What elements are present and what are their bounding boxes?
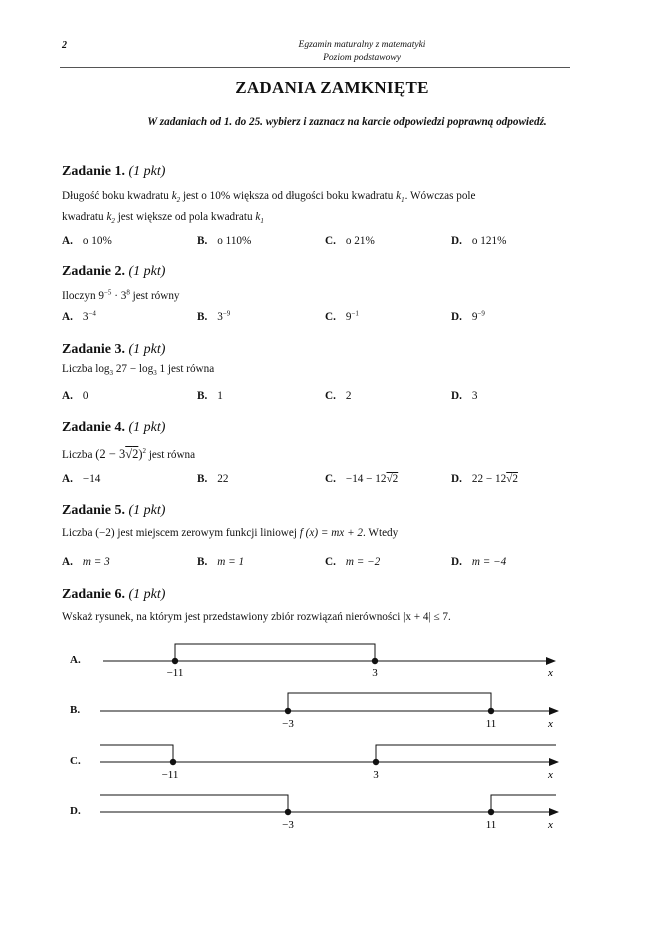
- task-5-title: Zadanie 5.: [62, 503, 126, 518]
- task-4-text: Liczba $(2 - 3√2)^2$ jest równa: [62, 446, 196, 461]
- task-4-option-b[interactable]: B. 22: [197, 473, 229, 485]
- ray-c-right: [376, 745, 556, 762]
- task-2-option-c[interactable]: C. $9^{-1}$: [325, 309, 359, 323]
- task-6-text: Wskaż rysunek, na którym jest przedstawiony zbiór rozwiązań nierówności |x + 4| ≤ 7.: [62, 611, 451, 623]
- task-3-option-c[interactable]: C. 2: [325, 390, 352, 402]
- ray-d-left: [100, 795, 288, 812]
- task-5-option-c[interactable]: C. m = −2: [325, 556, 381, 568]
- tick-c-2: 3: [373, 769, 379, 781]
- point-d-1: [285, 809, 291, 815]
- point-a-1: [172, 658, 178, 664]
- point-c-2: [373, 759, 379, 765]
- task-3-expression: $\log_3 27 - \log_3 1$: [95, 363, 166, 378]
- task-1-points: (1 pkt): [128, 164, 166, 179]
- bracket-b: [288, 693, 491, 711]
- number-line-b-label[interactable]: B.: [70, 704, 81, 716]
- task-1-text-e: jest większe od pola kwadratu: [117, 211, 253, 223]
- task-5-function: f (x) = mx + 2: [299, 527, 364, 539]
- axis-c-label: x: [548, 769, 553, 781]
- task-3-option-d[interactable]: D. 3: [451, 390, 478, 402]
- point-b-1: [285, 708, 291, 714]
- task-1-k2: $k_2$: [171, 190, 181, 205]
- ray-d-right: [491, 795, 556, 812]
- task-4-expression: $(2 - 3√2)^2$: [95, 446, 147, 461]
- task-4-points: (1 pkt): [128, 420, 166, 435]
- task-2-text: Iloczyn $9^{-5} \cdot 3^8$ jest równy: [62, 288, 180, 302]
- task-2-option-b[interactable]: B. $3^{-9}$: [197, 309, 231, 323]
- page-title: ZADANIA ZAMKNIĘTE: [235, 78, 429, 97]
- point-b-2: [488, 708, 494, 714]
- task-4-option-c[interactable]: C. −14 − 12√2: [325, 473, 399, 485]
- tick-a-1: −11: [166, 667, 184, 679]
- task-2-option-d[interactable]: D. $9^{-9}$: [451, 309, 485, 323]
- task-5-value: (−2): [95, 527, 115, 539]
- instruction-text: W zadaniach od 1. do 25. wybierz i zaznacz na karcie odpowiedzi poprawną odpowiedź.: [147, 116, 547, 128]
- task-1-text-d: kwadratu: [62, 211, 104, 223]
- task-1-text-c: . Wówczas pole: [404, 190, 476, 202]
- tick-a-2: 3: [372, 667, 378, 679]
- task-1-k2b: $k_2$: [106, 211, 115, 226]
- ray-c-left: [100, 745, 173, 762]
- task-3-points: (1 pkt): [128, 342, 166, 357]
- task-5-option-b[interactable]: B. m = 1: [197, 556, 245, 568]
- task-1-option-b[interactable]: B. o 110%: [197, 235, 252, 247]
- point-a-2: [372, 658, 378, 664]
- task-3-option-a[interactable]: A. 0: [62, 390, 89, 402]
- task-4-option-d[interactable]: D. 22 − 12√2: [451, 473, 518, 485]
- point-d-2: [488, 809, 494, 815]
- header-level: Poziom podstawowy: [323, 53, 401, 63]
- tick-d-1: −3: [282, 819, 294, 831]
- task-3-option-b[interactable]: B. 1: [197, 390, 223, 402]
- number-line-d-label[interactable]: D.: [70, 805, 81, 817]
- number-line-b: [100, 693, 558, 730]
- task-1-text-b: jest o 10% większa od długości boku kwadratu: [182, 190, 394, 202]
- axis-b-label: x: [548, 718, 553, 730]
- task-6-points: (1 pkt): [128, 587, 166, 602]
- task-5-text: Liczba (−2) jest miejscem zerowym funkcji liniowej f (x) = mx + 2. Wtedy: [62, 527, 399, 539]
- task-3-title: Zadanie 3.: [62, 342, 126, 357]
- task-1-option-d[interactable]: D. o 121%: [451, 235, 507, 247]
- task-6-title: Zadanie 6.: [62, 587, 126, 602]
- number-line-a-label[interactable]: A.: [70, 654, 81, 666]
- header-exam-name: Egzamin maturalny z matematyki: [298, 40, 426, 50]
- task-1-option-a[interactable]: A. o 10%: [62, 235, 112, 247]
- number-line-d: [100, 795, 558, 831]
- axis-d-label: x: [548, 819, 553, 831]
- task-5-option-a[interactable]: A. m = 3: [62, 556, 110, 568]
- task-1-k1b: $k_1$: [255, 211, 264, 226]
- task-1-text-a: Długość boku kwadratu: [62, 190, 169, 202]
- task-5-points: (1 pkt): [128, 503, 166, 518]
- task-5-option-d[interactable]: D. m = −4: [451, 556, 507, 568]
- axis-a-label: x: [548, 667, 553, 679]
- task-1-option-c[interactable]: C. o 21%: [325, 235, 375, 247]
- page-number: 2: [62, 40, 67, 51]
- task-2-points: (1 pkt): [128, 264, 166, 279]
- task-6-inequality: |x + 4| ≤ 7: [403, 611, 449, 623]
- point-c-1: [170, 759, 176, 765]
- tick-b-1: −3: [282, 718, 294, 730]
- number-line-a: [103, 644, 555, 679]
- task-4-option-a[interactable]: A. −14: [62, 473, 101, 485]
- task-4-title: Zadanie 4.: [62, 420, 126, 435]
- bracket-a: [175, 644, 375, 661]
- task-1-k1: $k_1$: [396, 190, 405, 205]
- task-2-option-a[interactable]: A. $3^{-4}$: [62, 309, 96, 323]
- task-2-title: Zadanie 2.: [62, 264, 126, 279]
- tick-d-2: 11: [485, 819, 497, 831]
- number-line-c-label[interactable]: C.: [70, 755, 81, 767]
- task-2-expression: $9^{-5} \cdot 3^8$: [98, 288, 130, 302]
- tick-b-2: 11: [485, 718, 497, 730]
- task-1-title: Zadanie 1.: [62, 164, 126, 179]
- task-3-text: Liczba $\log_3 27 - \log_3 1$ jest równa: [62, 363, 215, 378]
- tick-c-1: −11: [161, 769, 179, 781]
- number-line-c: [100, 745, 558, 781]
